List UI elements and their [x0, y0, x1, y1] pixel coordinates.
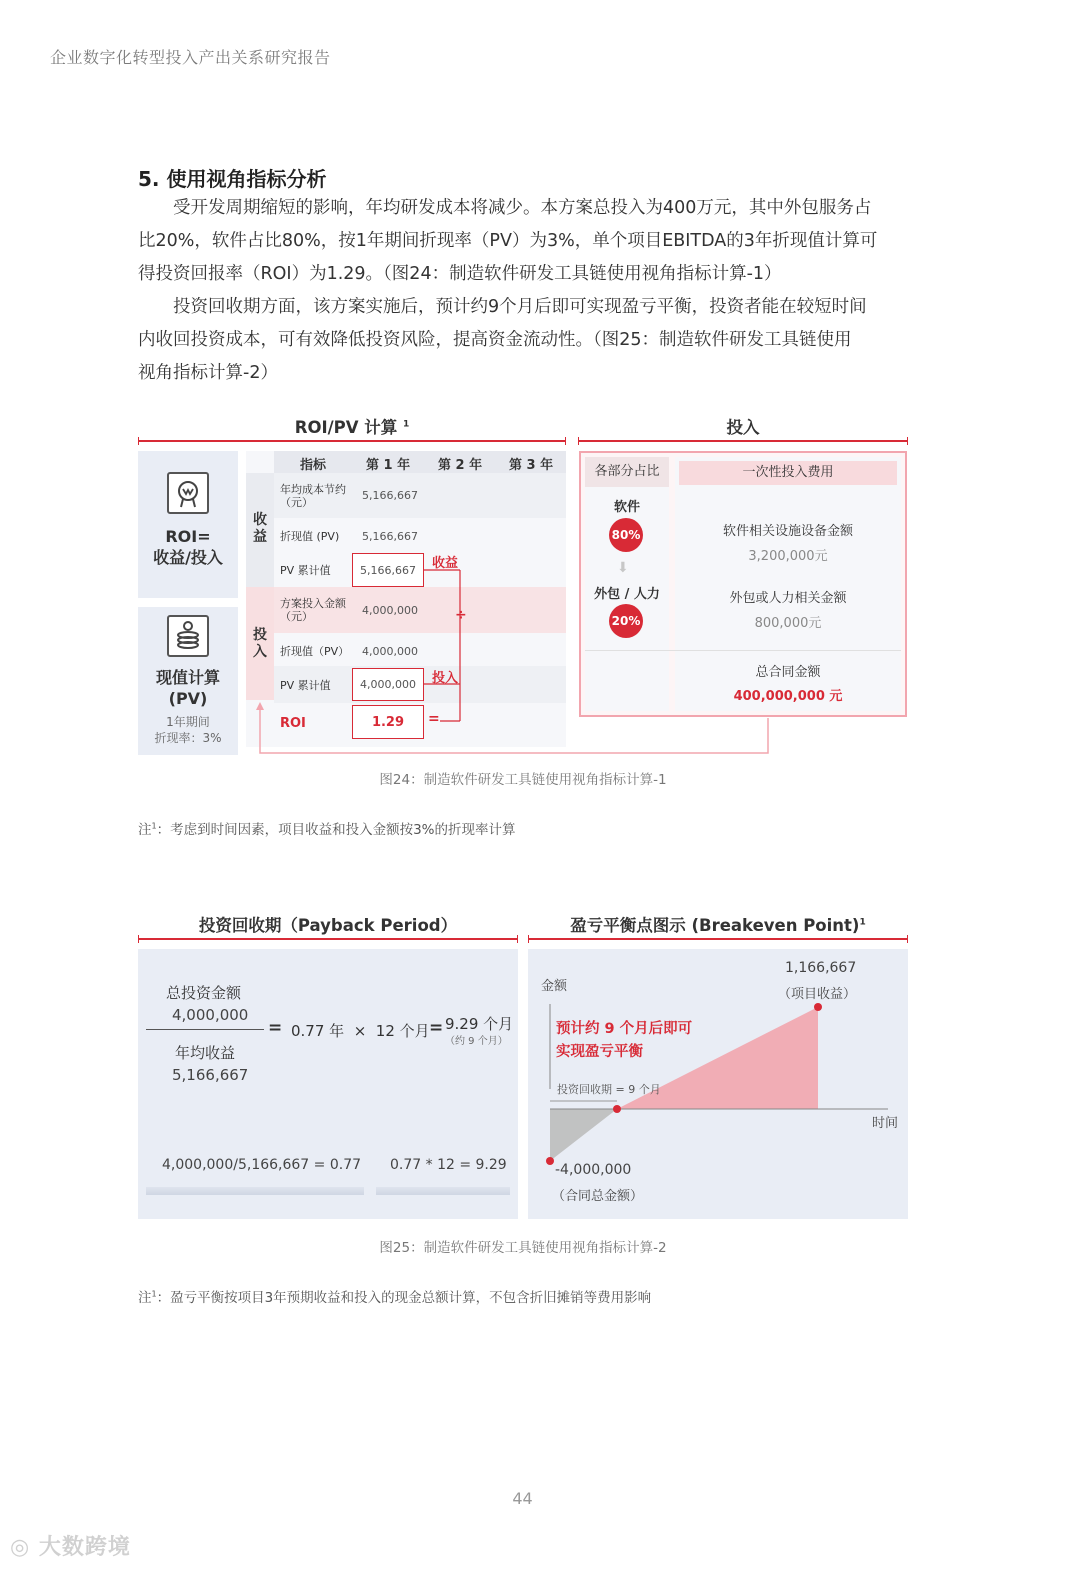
payback-formula: 0.77 年 × 12 个月 — [291, 1022, 430, 1040]
calc-step-1: 4,000,000/5,166,667 = 0.77 — [162, 1157, 362, 1173]
payback-result-sub: （约 9 个月） — [445, 1036, 508, 1047]
denominator-label: 年均收益 — [175, 1044, 236, 1062]
software-cost-value: 3,200,000元 — [748, 549, 828, 564]
fig24-caption: 图24：制造软件研发工具链使用视角指标计算-1 — [379, 772, 667, 788]
footnote-mark: 1 — [403, 419, 410, 430]
footnote-text: ：盈亏平衡按项目3年预期收益和投入的现金总额计算，不包含折旧摊销等费用影响 — [156, 1290, 652, 1306]
cost-header: 一次性投入费用 — [679, 461, 897, 485]
start-point — [546, 1157, 554, 1165]
numerator-value: 4,000,000 — [172, 1006, 249, 1024]
table-header-cell: 第 3 年 — [509, 458, 554, 473]
row-value: 5,166,667 — [362, 530, 418, 543]
paragraph-line: 投资回收期方面，该方案实施后，预计约9个月后即可实现盈亏平衡，投资者能在较短时间 — [138, 297, 867, 317]
report-title: 企业数字化转型投入产出关系研究报告 — [50, 48, 331, 67]
top-value: 1,166,667 — [785, 960, 857, 976]
equals-sign: = — [268, 1018, 283, 1038]
row-label: 折现值（PV） — [280, 645, 350, 658]
footnote-prefix: 注 — [138, 1290, 152, 1306]
footnote-mark: 1 — [151, 1289, 157, 1299]
divide-sign: ÷ — [455, 607, 467, 623]
y-axis-label: 金额 — [541, 979, 568, 994]
divider — [138, 440, 566, 442]
row-value: 5,166,667 — [362, 489, 418, 502]
equal-sign: = — [428, 711, 440, 727]
top-value-sub: （项目收益） — [778, 987, 857, 1002]
group-invest-label: 投 入 — [253, 627, 267, 660]
pv-sub-line: 折现率：3% — [154, 731, 222, 745]
software-pct-badge: 80% — [609, 518, 643, 552]
fig24-left-title — [138, 414, 566, 438]
coins-icon — [167, 615, 209, 657]
divider — [528, 938, 908, 940]
watermark-logo — [10, 1530, 131, 1561]
pv-invest-box: 4,000,000 — [352, 668, 424, 701]
calc-step-2: 0.77 * 12 = 9.29 — [390, 1157, 507, 1173]
tag-invest: 投入 — [432, 671, 459, 686]
roi-label — [138, 526, 238, 568]
share-header: 各部分占比 — [585, 457, 669, 487]
payback-result: 9.29 个月 — [445, 1015, 514, 1033]
divider — [585, 650, 901, 651]
row-label: 方案投入金额（元） — [280, 597, 346, 623]
group-income-label: 收 益 — [253, 512, 267, 545]
footnote-1 — [138, 818, 516, 838]
fig25-right-title — [528, 912, 908, 936]
table-header-cell: 第 1 年 — [366, 458, 411, 473]
fig24-left-title-text: ROI/PV 计算 — [294, 418, 398, 437]
denominator-value: 5,166,667 — [172, 1066, 249, 1084]
software-cost-label: 软件相关设施设备金额 — [722, 524, 853, 539]
outsource-cost-value: 800,000元 — [754, 616, 822, 631]
footnote-mark: 1 — [151, 821, 157, 831]
watermark-text: 大数跨境 — [38, 1535, 131, 1560]
paragraph-line: 得投资回报率（ROI）为1.29。（图24：制造软件研发工具链使用视角指标计算-1） — [138, 264, 782, 284]
software-label: 软件 — [613, 500, 640, 515]
roi-value-box: 1.29 — [352, 705, 424, 739]
paragraph-1 — [138, 192, 910, 291]
shelf — [146, 1187, 364, 1195]
roi-label-line: 收益/投入 — [153, 548, 223, 567]
outsource-cost-label: 外包或人力相关金额 — [729, 591, 847, 606]
row-value: 4,000,000 — [362, 645, 418, 658]
fig25-caption: 图25：制造软件研发工具链使用视角指标计算-2 — [379, 1240, 667, 1256]
x-axis-label: 时间 — [872, 1116, 899, 1131]
breakeven-highlight-line-2: 实现盈亏平衡 — [556, 1044, 643, 1060]
paragraph-2 — [138, 291, 910, 390]
pv-label-line: (PV) — [168, 689, 208, 708]
loss-area — [550, 1109, 617, 1161]
fig25-left-title: 投资回收期（Payback Period） — [198, 916, 458, 935]
row-label: PV 累计值 — [280, 564, 331, 577]
bottom-value-sub: （合同总金额） — [552, 1189, 644, 1204]
divider — [138, 938, 518, 940]
breakeven-point — [613, 1105, 621, 1113]
footnote-mark: 1 — [859, 917, 866, 928]
roi-label-line: ROI= — [165, 527, 211, 546]
total-label: 总合同金额 — [755, 665, 821, 680]
row-label: 年均成本节约（元） — [280, 483, 346, 509]
pv-label-line: 现值计算 — [155, 668, 220, 687]
row-label: PV 累计值 — [280, 679, 331, 692]
pv-income-box: 5,166,667 — [352, 553, 424, 587]
fig24-right-title: 投入 — [726, 418, 760, 437]
row-value: 4,000,000 — [362, 604, 418, 617]
table-header-cell: 第 2 年 — [438, 458, 483, 473]
breakeven-highlight-line-1: 预计约 9 个月后即可 — [556, 1021, 693, 1037]
table-header — [274, 451, 566, 473]
divider — [578, 440, 908, 442]
fig25-right-title-text: 盈亏平衡点图示 (Breakeven Point) — [570, 916, 860, 935]
shelf — [376, 1187, 510, 1195]
medal-icon — [167, 472, 209, 514]
footnote-2 — [138, 1286, 651, 1306]
pv-sub — [138, 714, 238, 746]
outsource-label: 外包 / 人力 — [594, 587, 660, 602]
numerator-label: 总投资金额 — [166, 984, 242, 1002]
roi-row-label: ROI — [280, 716, 306, 731]
pv-label — [138, 667, 238, 709]
row-label: 折现值 (PV) — [280, 530, 340, 543]
outsource-pct-badge: 20% — [609, 604, 643, 638]
paragraph-line: 视角指标计算-2） — [138, 363, 278, 383]
paragraph-line: 受开发周期缩短的影响，年均研发成本将减少。本方案总投入为400万元，其中外包服务占 — [138, 198, 872, 218]
total-value: 400,000,000 元 — [733, 689, 843, 704]
payback-period-label: 投资回收期 = 9 个月 — [557, 1083, 661, 1096]
footnote-prefix: 注 — [138, 822, 152, 838]
end-point — [814, 1003, 822, 1011]
fraction-line — [146, 1029, 264, 1030]
table-header-cell: 指标 — [300, 458, 327, 473]
section-title: 5. 使用视角指标分析 — [138, 167, 327, 191]
paragraph-line: 比20%，软件占比80%，按1年期间折现率（PV）为3%，单个项目EBITDA的3年折现值计算可 — [138, 231, 878, 251]
bottom-value: -4,000,000 — [555, 1162, 632, 1178]
tag-income: 收益 — [432, 556, 459, 571]
page-number: 44 — [512, 1489, 533, 1508]
arrow-down-icon: ⬇ — [617, 560, 629, 576]
footnote-text: ：考虑到时间因素，项目收益和投入金额按3%的折现率计算 — [156, 822, 516, 838]
paragraph-line: 内收回投资成本，可有效降低投资风险，提高资金流动性。（图25：制造软件研发工具链使用 — [138, 330, 852, 350]
equals-sign: = — [429, 1018, 444, 1038]
watermark-icon: ◎ — [10, 1535, 31, 1560]
pv-sub-line: 1年期间 — [166, 715, 210, 729]
